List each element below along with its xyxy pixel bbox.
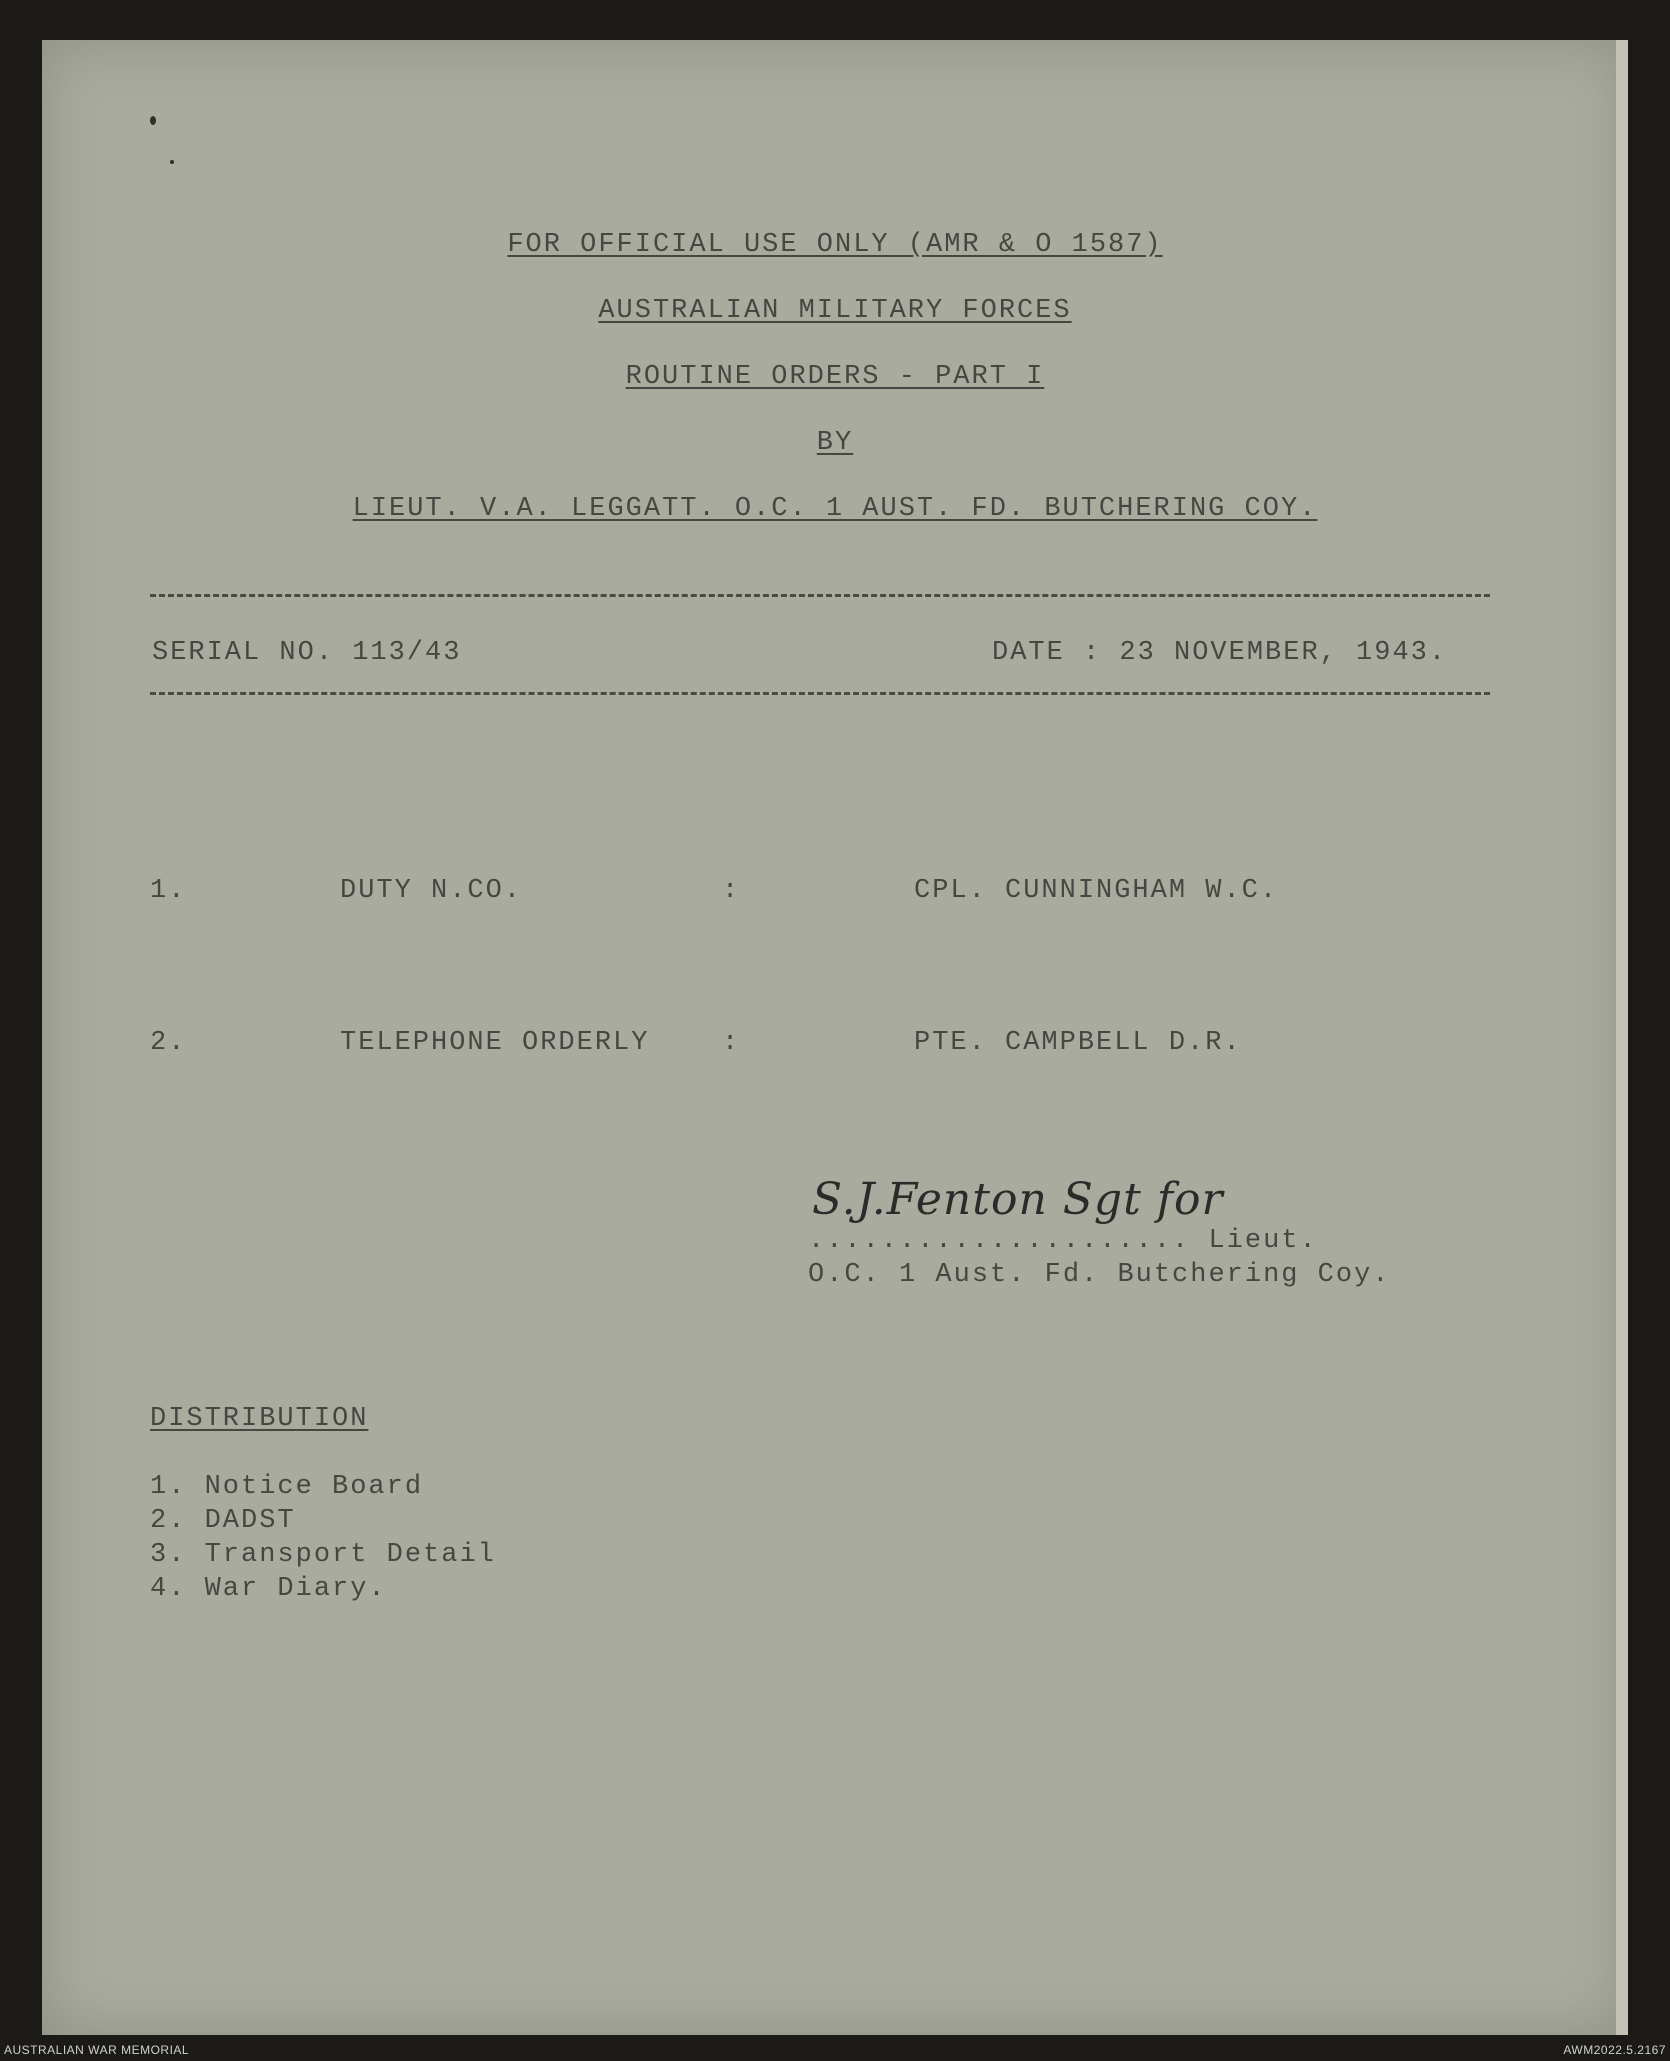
header-line-1: FOR OFFICIAL USE ONLY (AMR & O 1587) [507, 230, 1163, 260]
header-line-3: ROUTINE ORDERS - PART I [625, 362, 1045, 392]
ink-speck [170, 160, 174, 164]
distribution-item: 4. War Diary. [150, 1574, 387, 1604]
header-line-2: AUSTRALIAN MILITARY FORCES [598, 296, 1072, 326]
order-2-number: 2. [150, 1028, 187, 1058]
header-line-5: LIEUT. V.A. LEGGATT. O.C. 1 AUST. FD. BUTCHERING COY. [352, 494, 1318, 524]
distribution-item: 1. Notice Board [150, 1472, 424, 1502]
order-date: DATE : 23 NOVEMBER, 1943. [992, 638, 1448, 668]
signature-dotted-line: ..................... Lieut. [808, 1226, 1318, 1256]
signatory-title: O.C. 1 Aust. Fd. Butchering Coy. [808, 1260, 1391, 1290]
distribution-item: 3. Transport Detail [150, 1540, 496, 1570]
footer-accession-number: AWM2022.5.2167 [1563, 2043, 1666, 2057]
ink-speck [150, 116, 156, 125]
header-line-4: BY [816, 428, 854, 458]
document-paper [42, 40, 1628, 2035]
footer-credit: AUSTRALIAN WAR MEMORIAL [4, 2043, 190, 2057]
order-1-separator: : [722, 876, 741, 906]
order-1-role: DUTY N.CO. [340, 876, 523, 906]
order-1-number: 1. [150, 876, 187, 906]
order-2-role: TELEPHONE ORDERLY [340, 1028, 650, 1058]
order-1-name: CPL. CUNNINGHAM W.C. [914, 876, 1279, 906]
serial-number: SERIAL NO. 113/43 [152, 638, 462, 668]
order-2-separator: : [722, 1028, 741, 1058]
order-2-name: PTE. CAMPBELL D.R. [914, 1028, 1242, 1058]
handwritten-signature: S.J.Fenton Sgt for [812, 1174, 1224, 1225]
bottom-dashed-rule [150, 692, 1490, 695]
top-dashed-rule [150, 594, 1490, 597]
distribution-heading: DISTRIBUTION [150, 1404, 369, 1434]
paper-edge [1616, 40, 1628, 2035]
distribution-item: 2. DADST [150, 1506, 296, 1536]
